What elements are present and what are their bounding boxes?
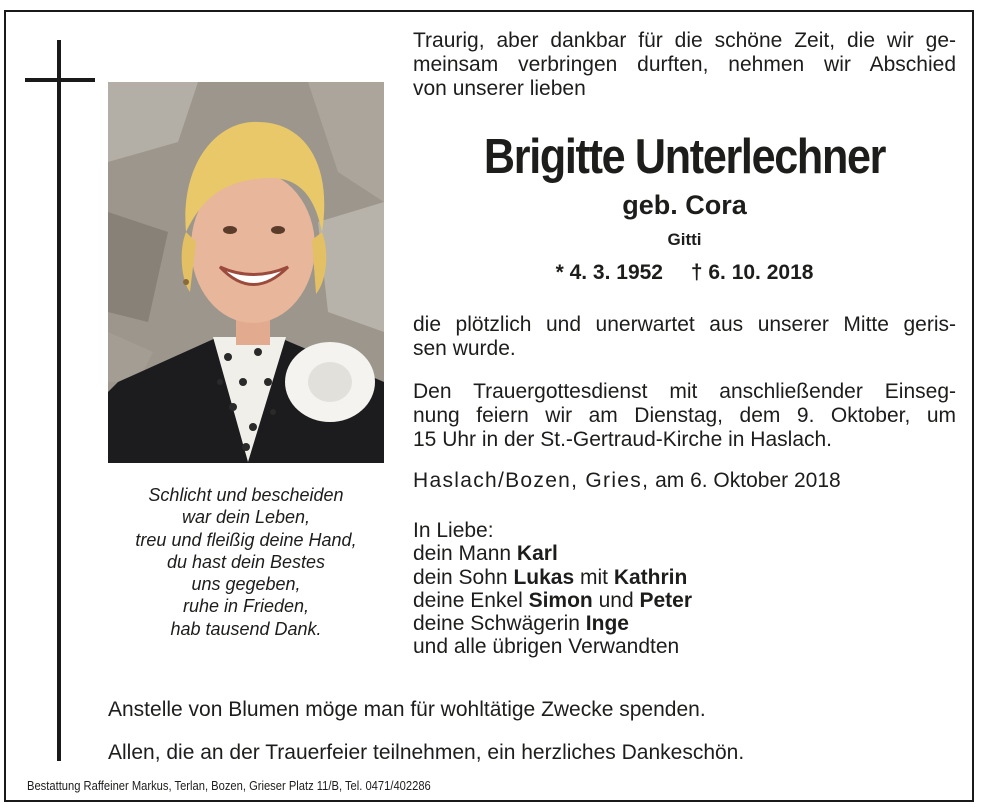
mourner-line: dein Mann Karl — [413, 542, 558, 566]
cross-icon — [57, 40, 61, 761]
verse-line: Schlicht und bescheiden — [148, 485, 344, 505]
intro-line: meinsam verbringen durften, nehmen wir Abschied — [413, 53, 956, 76]
mourner-name: Kathrin — [613, 565, 688, 589]
verse-line: war dein Leben, — [181, 507, 311, 528]
verse-line: du hast dein Bestes — [166, 551, 326, 572]
mourner-line: und alle übrigen Verwandten — [413, 635, 680, 659]
donation-note: Anstelle von Blumen möge man für wohltätige Zwecke spenden. — [108, 698, 706, 721]
place-and-date — [413, 469, 841, 493]
mourner-name: Peter — [639, 588, 693, 612]
mourner-name: Karl — [516, 542, 558, 566]
birth-date: * 4. 3. 1952 — [555, 261, 663, 284]
mourner-name: Lukas — [513, 565, 575, 589]
text-line: die plötzlich und unerwartet aus unserer Mitte geris- — [413, 313, 956, 336]
verse-line: ruhe in Frieden, — [182, 596, 310, 617]
text-line: sen wurde. — [413, 337, 516, 360]
text-line: nung feiern wir am Dienstag, dem 9. Oktober, um — [413, 404, 956, 427]
service-text — [413, 380, 956, 452]
mourners-heading: In Liebe: — [413, 519, 494, 542]
verse-line: hab tausend Dank. — [170, 618, 322, 639]
notice-date: am 6. Oktober 2018 — [655, 469, 841, 492]
death-date: † 6. 10. 2018 — [690, 261, 814, 284]
mourner-line: deine Enkel Simon und Peter — [413, 588, 693, 612]
memorial-verse — [108, 484, 384, 640]
place: Haslach/Bozen, Gries, — [413, 469, 650, 492]
portrait-photo — [108, 82, 384, 463]
mourners-list — [413, 519, 692, 659]
mourner-line: deine Schwägerin Inge — [413, 612, 629, 636]
verse-line: treu und fleißig deine Hand, — [135, 529, 357, 550]
mourner-name: Inge — [585, 612, 629, 636]
verse-line: uns gegeben, — [191, 574, 301, 595]
life-dates — [413, 259, 956, 287]
text-line: Den Trauergottesdienst mit anschließender Einseg- — [413, 380, 956, 403]
deceased-name: Brigitte Unterlechner — [483, 130, 886, 184]
mourner-name: Simon — [528, 588, 593, 612]
sudden-death-text — [413, 313, 956, 361]
funeral-home-footer: Bestattung Raffeiner Markus, Terlan, Bozen, Grieser Platz 11/B, Tel. 0471/402286 — [27, 778, 431, 793]
cross-icon-bar — [25, 78, 95, 82]
nickname: Gitti — [667, 230, 702, 249]
mourner-line: dein Sohn Lukas mit Kathrin — [413, 565, 688, 589]
intro-line: Traurig, aber dankbar für die schöne Zeit, die wir ge- — [413, 29, 956, 52]
text-line: 15 Uhr in der St.-Gertraud-Kirche in Haslach. — [413, 428, 833, 451]
maiden-name: geb. Cora — [622, 190, 747, 220]
intro-text — [413, 29, 956, 101]
thanks-note: Allen, die an der Trauerfeier teilnehmen, ein herzliches Dankeschön. — [108, 741, 745, 764]
intro-line: von unserer lieben — [413, 77, 586, 100]
